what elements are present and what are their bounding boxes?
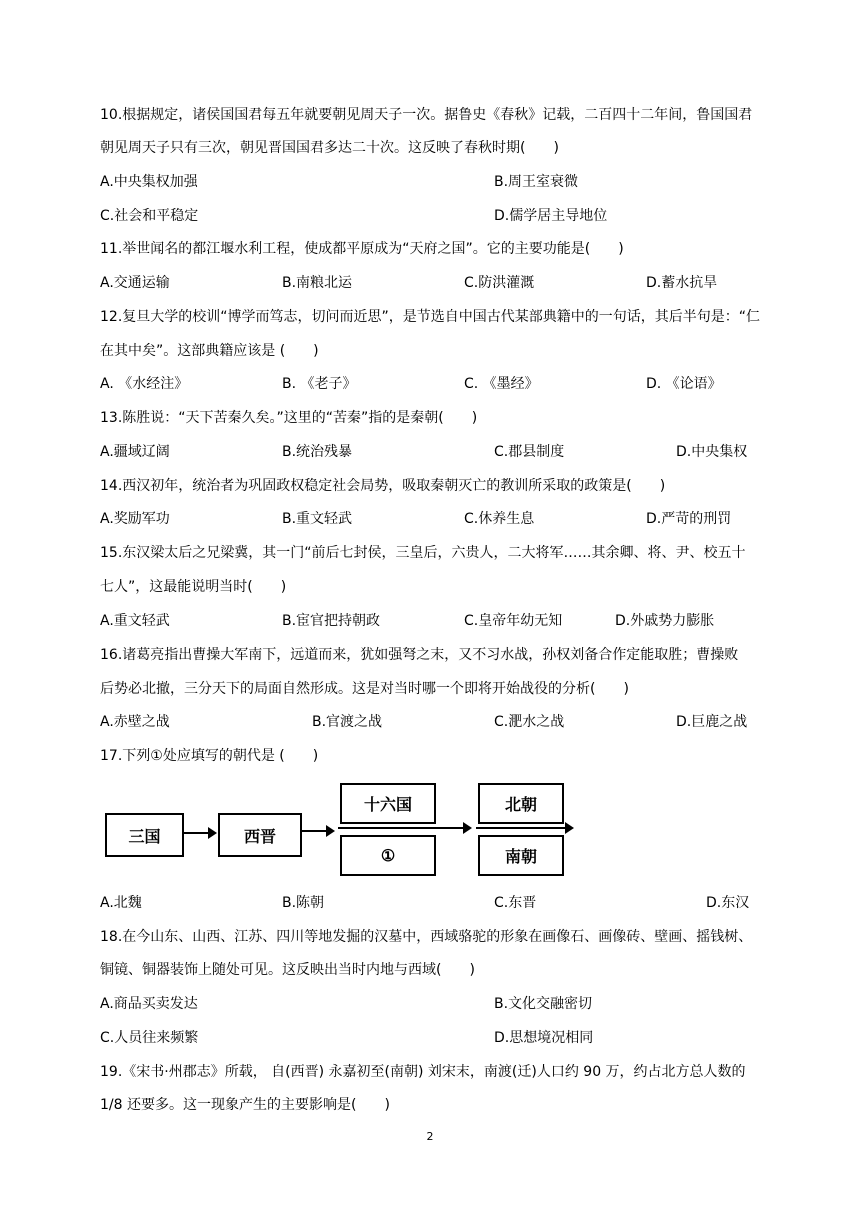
- q10-option-a[interactable]: A.中央集权加强: [100, 174, 198, 190]
- box-blank-1: ①: [340, 835, 436, 876]
- q15-option-b[interactable]: B.宦官把持朝政: [282, 613, 381, 629]
- q18-line2: 铜镜、铜器装饰上随处可见。这反映出当时内地与西域( ): [100, 962, 475, 978]
- q12-option-a[interactable]: A. 《水经注》: [100, 376, 189, 392]
- page-number: 2: [426, 1130, 434, 1143]
- q13-option-b[interactable]: B.统治残暴: [282, 444, 353, 460]
- q13-line1: 13.陈胜说：“天下苦秦久矣。”这里的“苦秦”指的是秦朝( ): [100, 410, 478, 426]
- q12-option-b[interactable]: B. 《老子》: [282, 376, 357, 392]
- q10-option-d[interactable]: D.儒学居主导地位: [494, 208, 608, 224]
- q16-line2: 后势必北撤，三分天下的局面自然形成。这是对当时哪一个即将开始战役的分析( ): [100, 681, 629, 697]
- q14-line1: 14.西汉初年，统治者为巩固政权稳定社会局势，吸取秦朝灭亡的教训所采取的政策是( ): [100, 478, 666, 494]
- q16-option-b[interactable]: B.官渡之战: [312, 714, 383, 730]
- box-shiliuguo: 十六国: [340, 783, 436, 824]
- q10-option-c[interactable]: C.社会和平稳定: [100, 208, 199, 224]
- q11-option-b[interactable]: B.南粮北运: [282, 275, 353, 291]
- q14-option-b[interactable]: B.重文轻武: [282, 511, 353, 527]
- q18-option-d[interactable]: D.思想境况相同: [494, 1030, 594, 1046]
- box-nanchao: 南朝: [478, 835, 564, 876]
- q16-line1: 16.诸葛亮指出曹操大军南下，远道而来，犹如强弩之末，又不习水战，孙权刘备合作定能取胜；曹操败: [100, 647, 739, 663]
- q11-option-d[interactable]: D.蓄水抗旱: [646, 275, 718, 291]
- q18-line1: 18.在今山东、山西、江苏、四川等地发掘的汉墓中，西域骆驼的形象在画像石、画像砖、壁画、摇钱树、: [100, 929, 753, 945]
- q17-option-c[interactable]: C.东晋: [494, 895, 537, 911]
- q15-option-a[interactable]: A.重文轻武: [100, 613, 170, 629]
- q15-line1: 15.东汉梁太后之兄梁冀，其一门“前后七封侯，三皇后，六贵人，二大将军……其余卿、将、尹、校五十: [100, 545, 746, 561]
- q15-option-d[interactable]: D.外戚势力膨胀: [615, 613, 715, 629]
- q18-option-a[interactable]: A.商品买卖发达: [100, 996, 198, 1012]
- box-beichao: 北朝: [478, 783, 564, 824]
- q11-line1: 11.举世闻名的都江堰水利工程，使成都平原成为“天府之国”。它的主要功能是( ): [100, 241, 624, 257]
- q10-line1: 10.根据规定，诸侯国国君每五年就要朝见周天子一次。据鲁史《春秋》记载，二百四十二年间，鲁国国君: [100, 107, 753, 123]
- q14-option-c[interactable]: C.休养生息: [464, 511, 535, 527]
- q12-option-c[interactable]: C. 《墨经》: [464, 376, 539, 392]
- q17-option-d[interactable]: D.东汉: [706, 895, 750, 911]
- q15-option-c[interactable]: C.皇帝年幼无知: [464, 613, 563, 629]
- arrow-2: [300, 830, 327, 832]
- q19-line1: 19.《宋书·州郡志》所载， 自(西晋) 永嘉初至(南朝) 刘宋末，南渡(迁)人口约 90 万，约占北方总人数的: [100, 1064, 746, 1080]
- arrow-4: [476, 827, 566, 829]
- box-sanguo: 三国: [105, 813, 184, 857]
- q13-option-a[interactable]: A.疆域辽阔: [100, 444, 170, 460]
- q13-option-d[interactable]: D.中央集权: [676, 444, 748, 460]
- q17-line1: 17.下列①处应填写的朝代是 ( ): [100, 748, 319, 764]
- q16-option-a[interactable]: A.赤壁之战: [100, 714, 170, 730]
- q14-option-d[interactable]: D.严苛的刑罚: [646, 511, 732, 527]
- q13-option-c[interactable]: C.郡县制度: [494, 444, 565, 460]
- q18-option-c[interactable]: C.人员往来频繁: [100, 1030, 199, 1046]
- box-xijin: 西晋: [218, 813, 302, 857]
- q12-line1: 12.复旦大学的校训“博学而笃志，切问而近思”，是节选自中国古代某部典籍中的一句话，其后半句是：“仁: [100, 309, 761, 325]
- q12-option-d[interactable]: D. 《论语》: [646, 376, 722, 392]
- q12-line2: 在其中矣”。这部典籍应该是 ( ): [100, 343, 319, 359]
- arrow-1: [182, 832, 209, 834]
- q19-line2: 1/8 还要多。这一现象产生的主要影响是( ): [100, 1097, 390, 1113]
- q17-option-a[interactable]: A.北魏: [100, 895, 142, 911]
- q16-option-c[interactable]: C.淝水之战: [494, 714, 565, 730]
- q11-option-c[interactable]: C.防洪灌溉: [464, 275, 535, 291]
- arrow-3: [338, 827, 464, 829]
- q15-line2: 七人”，这最能说明当时( ): [100, 579, 287, 595]
- q16-option-d[interactable]: D.巨鹿之战: [676, 714, 748, 730]
- q10-option-b[interactable]: B.周王室衰微: [494, 174, 579, 190]
- q10-line2: 朝见周天子只有三次，朝见晋国国君多达二十次。这反映了春秋时期( ): [100, 140, 559, 156]
- q18-option-b[interactable]: B.文化交融密切: [494, 996, 593, 1012]
- q17-option-b[interactable]: B.陈朝: [282, 895, 325, 911]
- q11-option-a[interactable]: A.交通运输: [100, 275, 170, 291]
- q14-option-a[interactable]: A.奖励军功: [100, 511, 170, 527]
